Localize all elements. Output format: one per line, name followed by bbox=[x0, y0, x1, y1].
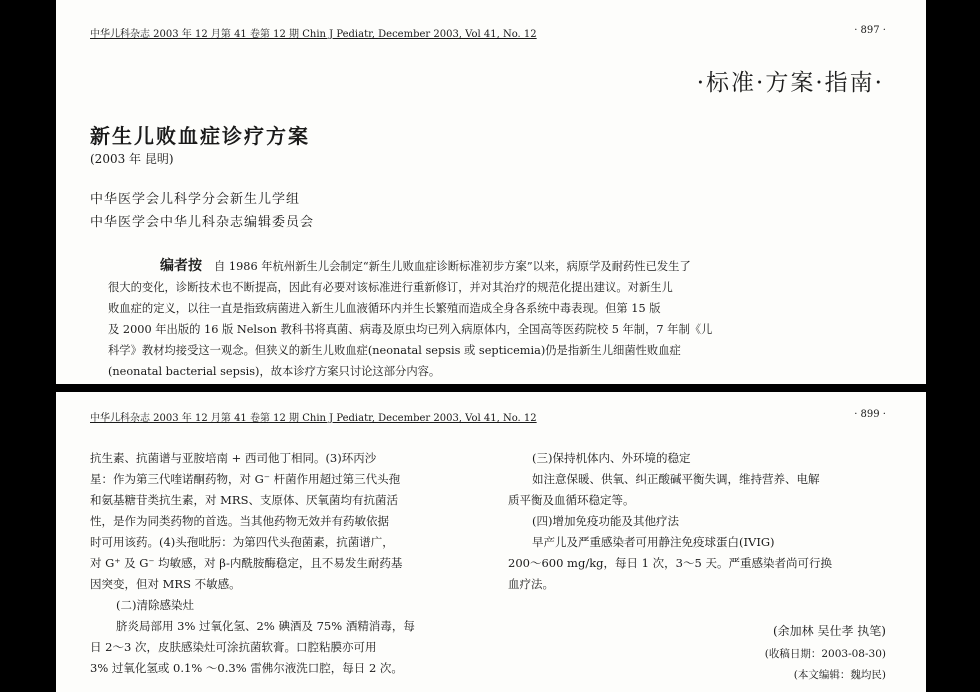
editor-note-line: 败血症的定义，以往一直是指致病菌进入新生儿血液循环内并生长繁殖而造成全身各系统中毒表现。但第 15 版 bbox=[108, 302, 661, 315]
page-899 bbox=[56, 392, 926, 692]
body-line: 3% 过氧化氢或 0.1% ～0.3% 雷佛尔液洗口腔，每日 2 次。 bbox=[90, 661, 403, 675]
body-line: 抗生素、抗菌谱与亚胺培南 + 西司他丁相同。(3)环丙沙 bbox=[90, 451, 377, 465]
body-line: 200～600 mg/kg，每日 1 次，3～5 天。严重感染者尚可行换 bbox=[508, 556, 832, 570]
editor-note-line: (neonatal bacterial sepsis)，故本诊疗方案只讨论这部分内容。 bbox=[108, 365, 441, 378]
body-line: 性，是作为同类药物的首选。当其他药物无效并有药敏依据 bbox=[90, 514, 389, 528]
subsection-heading: (三)保持机体内、外环境的稳定 bbox=[532, 451, 691, 465]
page-number: · 897 · bbox=[854, 25, 886, 36]
editor-credit: (本文编辑：魏均民) bbox=[793, 669, 886, 681]
editor-note-line bbox=[108, 256, 691, 278]
page-number: · 899 · bbox=[854, 409, 886, 420]
editor-note-line: 科学》教材均接受这一观念。但狭义的新生儿败血症(neonatal sepsis 或 septicemia)仍是指新生儿细菌性败血症 bbox=[108, 344, 681, 357]
body-line: 和氨基糖苷类抗生素，对 MRS、支原体、厌氧菌均有抗菌活 bbox=[90, 493, 398, 507]
editor-note-text: 自 1986 年杭州新生儿会制定“新生儿败血症诊断标准初步方案”以来，病原学及耐药性已发生了 bbox=[214, 260, 691, 273]
subsection-heading: (四)增加免疫功能及其他疗法 bbox=[532, 514, 679, 528]
body-line: 脐炎局部用 3% 过氧化氢、2% 碘酒及 75% 酒精消毒，每 bbox=[116, 619, 415, 633]
body-line: 质平衡及血循环稳定等。 bbox=[508, 493, 635, 507]
author-credit: (余加林 吴仕孝 执笔) bbox=[773, 624, 886, 638]
section-heading: ·标准·方案·指南· bbox=[696, 70, 884, 96]
body-line: 因突变，但对 MRS 不敏感。 bbox=[90, 577, 241, 591]
body-line: 对 G⁺ 及 G⁻ 均敏感，对 β-内酰胺酶稳定，且不易发生耐药基 bbox=[90, 556, 403, 570]
editor-note-label: 编者按 bbox=[160, 258, 202, 274]
article-title: 新生儿败血症诊疗方案 bbox=[90, 124, 310, 148]
body-line: 时可用该药。(4)头孢吡肟：为第四代头孢菌素，抗菌谱广， bbox=[90, 535, 394, 549]
editor-note-line: 及 2000 年出版的 16 版 Nelson 教科书将真菌、病毒及原虫均已列入病原体内，全国高等医药院校 5 年制，7 年制《儿 bbox=[108, 323, 713, 336]
body-line: 血疗法。 bbox=[508, 577, 554, 591]
body-line: 早产儿及严重感染者可用静注免疫球蛋白(IVIG) bbox=[532, 535, 775, 549]
editor-note-line: 很大的变化，诊断技术也不断提高，因此有必要对该标准进行重新修订，并对其治疗的规范化提出建议。对新生儿 bbox=[108, 281, 673, 294]
received-date: (收稿日期：2003-08-30) bbox=[764, 648, 886, 660]
page-897 bbox=[56, 0, 926, 384]
author-line: 中华医学会中华儿科杂志编辑委员会 bbox=[90, 215, 315, 230]
journal-header: 中华儿科杂志 2003 年 12 月第 41 卷第 12 期 Chin J Pediatr, December 2003, Vol 41, No. 12 bbox=[90, 413, 537, 424]
body-line: 日 2～3 次，皮肤感染灶可涂抗菌软膏。口腔粘膜亦可用 bbox=[90, 640, 377, 654]
body-line: 如注意保暖、供氧、纠正酸碱平衡失调，维持营养、电解 bbox=[532, 472, 820, 486]
author-line: 中华医学会儿科学分会新生儿学组 bbox=[90, 192, 301, 207]
journal-header: 中华儿科杂志 2003 年 12 月第 41 卷第 12 期 Chin J Pediatr, December 2003, Vol 41, No. 12 bbox=[90, 29, 537, 40]
subsection-heading: (二)清除感染灶 bbox=[116, 598, 194, 612]
article-subtitle: (2003 年 昆明) bbox=[90, 152, 174, 166]
body-line: 星：作为第三代喹诺酮药物，对 G⁻ 杆菌作用超过第三代头孢 bbox=[90, 472, 401, 486]
